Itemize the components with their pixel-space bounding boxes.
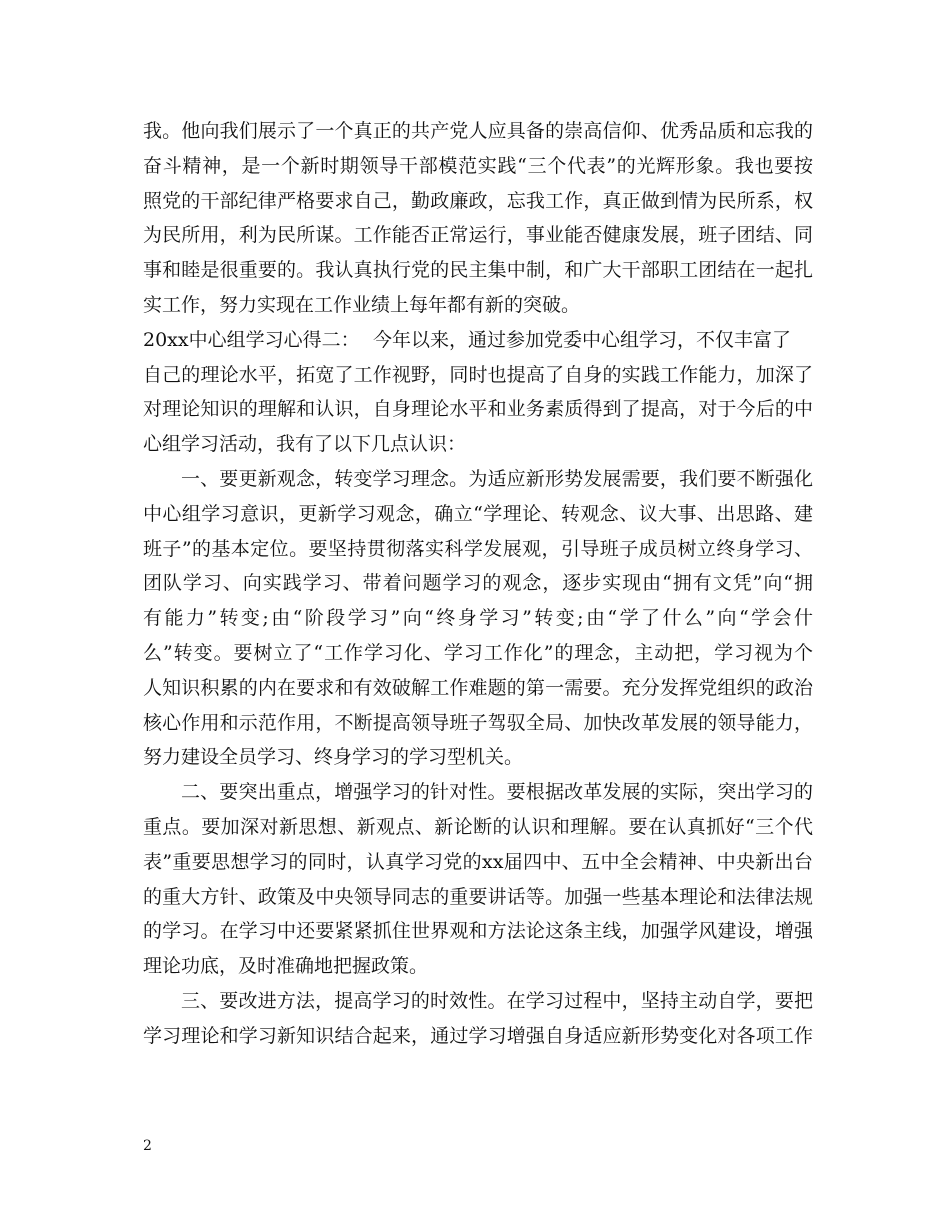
text-line: 的学习。在学习中还要紧紧抓住世界观和方法论这条主线，加强学风建设，增强 (143, 920, 813, 943)
text-line: 我。他向我们展示了一个真正的共产党人应具备的崇高信仰、优秀品质和忘我的 (143, 120, 813, 142)
text-line: 的重大方针、政策及中央领导同志的重要讲话等。加强一些基本理论和法律法规 (143, 885, 813, 908)
text-line: 实工作，努力实现在工作业绩上每年都有新的突破。 (143, 293, 581, 316)
section-heading: 20xx中心组学习心得二： (143, 328, 360, 351)
text-line: 心组学习活动，我有了以下几点认识： (143, 433, 467, 456)
paragraph-group-1 (143, 114, 813, 323)
page-number: 2 (143, 1138, 152, 1154)
text-line: 奋斗精神，是一个新时期领导干部模范实践“三个代表”的光辉形象。我也要按 (143, 154, 813, 177)
paragraph-group-2 (143, 358, 813, 1054)
text-line: 么”转变。要树立了“工作学习化、学习工作化”的理念，主动把，学习视为个 (143, 641, 813, 664)
text-line: 事和睦是很重要的。我认真执行党的民主集中制，和广大干部职工团结在一起扎 (143, 259, 813, 282)
text-line: 中心组学习意识，更新学习观念，确立“学理论、转观念、议大事、出思路、建 (143, 502, 813, 525)
text-line: 人知识积累的内在要求和有效破解工作难题的第一需要。充分发挥党组织的政治 (143, 676, 813, 699)
text-line: 照党的干部纪律严格要求自己，勤政廉政，忘我工作，真正做到情为民所系，权 (143, 189, 813, 212)
text-line: 一、要更新观念，转变学习理念。为适应新形势发展需要，我们要不断强化 (181, 467, 813, 490)
section-heading-line (143, 323, 813, 358)
text-line: 二、要突出重点，增强学习的针对性。要根据改革发展的实际，突出学习的 (181, 781, 813, 804)
text-line: 团队学习、向实践学习、带着问题学习的观念，逐步实现由“拥有文凭”向“拥 (143, 572, 813, 595)
text-line: 核心作用和示范作用，不断提高领导班子驾驭全局、加快改革发展的领导能力， (143, 711, 813, 734)
text-line: 努力建设全员学习、终身学习的学习型机关。 (143, 746, 524, 769)
document-body (143, 114, 813, 1054)
text-line: 理论功底，及时准确地把握政策。 (143, 955, 429, 978)
text-line: 重点。要加深对新思想、新观点、新论断的认识和理解。要在认真抓好“三个代 (143, 815, 813, 838)
text-line: 三、要改进方法，提高学习的时效性。在学习过程中，坚持主动自学，要把 (181, 989, 813, 1012)
text-line: 有能力”转变;由“阶段学习”向“终身学习”转变;由“学了什么”向“学会什 (143, 607, 813, 630)
text-line: 班子”的基本定位。要坚持贯彻落实科学发展观，引导班子成员树立终身学习、 (143, 537, 813, 560)
text-line: 为民所用，利为民所谋。工作能否正常运行，事业能否健康发展，班子团结、同 (143, 224, 813, 247)
text-line: 学习理论和学习新知识结合起来，通过学习增强自身适应新形势变化对各项工作 (143, 1024, 813, 1047)
text-line: 表”重要思想学习的同时，认真学习党的xx届四中、五中全会精神、中央新出台 (143, 850, 813, 873)
section-intro-text: 今年以来，通过参加党委中心组学习，不仅丰富了 (373, 328, 792, 351)
text-line: 自己的理论水平，拓宽了工作视野，同时也提高了自身的实践工作能力，加深了 (143, 363, 813, 386)
text-line: 对理论知识的理解和认识，自身理论水平和业务素质得到了提高，对于今后的中 (143, 398, 813, 421)
